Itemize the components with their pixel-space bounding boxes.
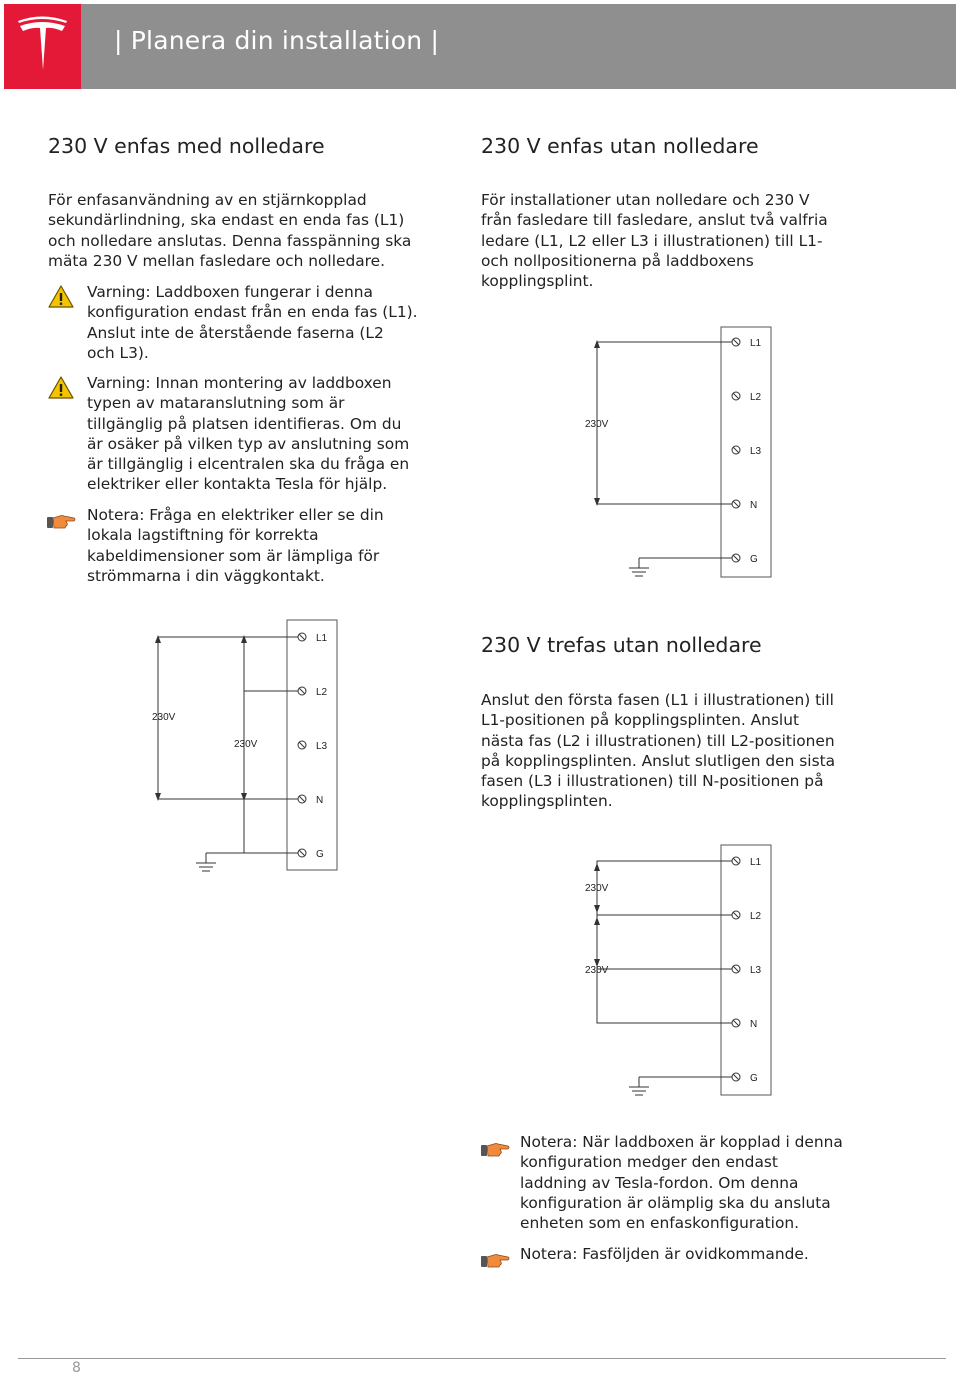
terminal-l1 bbox=[298, 633, 328, 644]
text-line: Anslut inte de återstående faserna (L2 bbox=[87, 323, 384, 342]
text-line: på kopplingsplinten. Anslut slutligen den sista bbox=[481, 751, 836, 770]
pointing-hand-icon bbox=[46, 512, 76, 532]
text-line: är tillgänglig i elcentralen ska du fråga en bbox=[87, 455, 410, 474]
ground-symbol bbox=[629, 1077, 732, 1095]
warning-supply-type bbox=[87, 373, 409, 495]
text-line: Notera: När laddboxen är kopplad i denna bbox=[520, 1133, 843, 1151]
section-heading-enfas-med-nolledare: 230 V enfas med nolledare bbox=[48, 134, 325, 158]
svg-text:L3: L3 bbox=[750, 446, 762, 457]
text-line: sekundärlindning, ska endast en enda fas (L1) bbox=[48, 211, 405, 230]
svg-text:G: G bbox=[750, 1073, 758, 1084]
text-line: konfiguration är olämplig ska du ansluta bbox=[520, 1193, 831, 1212]
text-line: nästa fas (L2 i illustrationen) till L2-positionen bbox=[481, 731, 835, 750]
text-line: kopplingsplinten. bbox=[481, 792, 613, 811]
terminal-block bbox=[287, 620, 337, 870]
wire-l1-n bbox=[158, 637, 298, 799]
text-line: Anslut den första fasen (L1 i illustrationen) till bbox=[481, 691, 834, 709]
text-line: och nolledare anslutas. Denna fasspänning ska bbox=[48, 231, 412, 250]
voltage-label: 230V bbox=[234, 739, 258, 750]
terminal-l2 bbox=[732, 911, 762, 922]
wiring-diagram-single-phase-no-neutral bbox=[575, 322, 785, 587]
text-line: laddning av Tesla-fordon. Om denna bbox=[520, 1173, 799, 1192]
svg-text:L1: L1 bbox=[316, 633, 328, 644]
pointing-hand-icon bbox=[480, 1251, 510, 1271]
ground-symbol bbox=[629, 558, 732, 576]
text-line: typen av mataranslutning som är bbox=[87, 394, 345, 413]
text-line: enheten som en enfaskonfiguration. bbox=[520, 1214, 800, 1233]
text-line: L1-positionen på kopplingsplinten. Anslut bbox=[481, 711, 799, 730]
page-number: 8 bbox=[72, 1360, 81, 1376]
text-line: strömmarna i din väggkontakt. bbox=[87, 566, 325, 585]
text-line: lokala lagstiftning för korrekta bbox=[87, 526, 319, 545]
terminal-l2 bbox=[732, 392, 762, 403]
section-heading-enfas-utan-nolledare: 230 V enfas utan nolledare bbox=[481, 134, 759, 158]
terminal-l3 bbox=[732, 965, 762, 976]
note-phase-order bbox=[520, 1244, 809, 1264]
svg-text:L1: L1 bbox=[750, 857, 762, 868]
text-line: elektriker eller kontakta Tesla för hjälp. bbox=[87, 475, 388, 494]
svg-text:G: G bbox=[750, 554, 758, 565]
text-line: ledare (L1, L2 eller L3 i illustrationen) till L1- bbox=[481, 231, 823, 250]
text-line: tillgänglig på platsen identifieras. Om du bbox=[87, 414, 402, 433]
warning-single-phase bbox=[87, 282, 418, 363]
text-line: från fasledare till fasledare, anslut två valfria bbox=[481, 211, 828, 230]
svg-text:N: N bbox=[750, 1019, 758, 1030]
ground-symbol bbox=[196, 853, 298, 871]
intro-paragraph bbox=[48, 190, 411, 271]
text-line: Varning: Innan montering av laddboxen bbox=[87, 374, 392, 392]
terminal-g bbox=[732, 1073, 758, 1084]
footer-divider bbox=[18, 1358, 946, 1359]
svg-text:G: G bbox=[316, 849, 324, 860]
svg-text:L2: L2 bbox=[750, 392, 762, 403]
note-cable-dimensions bbox=[87, 505, 384, 586]
pointing-hand-icon bbox=[480, 1140, 510, 1160]
voltage-label: 230V bbox=[152, 712, 176, 723]
terminal-block bbox=[721, 845, 771, 1095]
terminal-g bbox=[298, 849, 324, 860]
svg-text:N: N bbox=[316, 795, 324, 806]
text-line: och nollpositionerna på laddboxens bbox=[481, 251, 754, 270]
tesla-logo-icon bbox=[4, 4, 81, 89]
warning-triangle-icon bbox=[48, 376, 74, 400]
paragraph-single-phase-no-neutral bbox=[481, 190, 828, 291]
text-line: Varning: Laddboxen fungerar i denna bbox=[87, 283, 373, 301]
wiring-diagram-three-phase-no-neutral bbox=[575, 840, 785, 1105]
terminal-n bbox=[732, 1019, 757, 1030]
tesla-logo bbox=[4, 4, 81, 89]
terminal-n bbox=[732, 500, 757, 511]
svg-text:L3: L3 bbox=[316, 741, 328, 752]
warning-triangle-icon bbox=[48, 285, 74, 309]
voltage-label: 230V bbox=[585, 965, 609, 976]
text-line: För installationer utan nolledare och 230 V bbox=[481, 191, 810, 209]
terminal-n bbox=[298, 795, 323, 806]
terminal-block bbox=[721, 327, 771, 577]
text-line: och L3). bbox=[87, 343, 149, 362]
terminal-g bbox=[732, 554, 758, 565]
terminal-l1 bbox=[732, 338, 762, 349]
wiring-diagram-single-phase-with-neutral bbox=[140, 615, 350, 880]
text-line: är osäker på vilken typ av anslutning som bbox=[87, 434, 410, 453]
svg-text:N: N bbox=[750, 500, 758, 511]
svg-text:L2: L2 bbox=[750, 911, 762, 922]
terminal-l2 bbox=[298, 687, 328, 698]
text-line: Notera: Fasföljden är ovidkommande. bbox=[520, 1245, 809, 1263]
voltage-label: 230V bbox=[585, 883, 609, 894]
wire-n-g bbox=[244, 691, 298, 853]
text-line: mäta 230 V mellan fasledare och nolledare. bbox=[48, 251, 385, 270]
svg-text:L2: L2 bbox=[316, 687, 328, 698]
wire-l1-n bbox=[597, 342, 732, 504]
page-title: | Planera din installation | bbox=[114, 26, 440, 55]
text-line: kabeldimensioner som är lämpliga för bbox=[87, 546, 380, 565]
page-header bbox=[4, 4, 956, 89]
terminal-l3 bbox=[732, 446, 762, 457]
text-line: För enfasanvändning av en stjärnkopplad bbox=[48, 191, 367, 209]
text-line: konfiguration endast från en enda fas (L1). bbox=[87, 303, 418, 322]
note-tesla-vehicles-only bbox=[520, 1132, 843, 1233]
text-line: Notera: Fråga en elektriker eller se din bbox=[87, 506, 384, 524]
voltage-label: 230V bbox=[585, 419, 609, 430]
text-line: kopplingsplint. bbox=[481, 272, 594, 291]
terminal-l3 bbox=[298, 741, 328, 752]
text-line: konfiguration medger den endast bbox=[520, 1153, 778, 1172]
terminal-l1 bbox=[732, 857, 762, 868]
svg-text:L3: L3 bbox=[750, 965, 762, 976]
text-line: fasen (L3 i illustrationen) till N-positionen på bbox=[481, 772, 824, 791]
section-heading-trefas-utan-nolledare: 230 V trefas utan nolledare bbox=[481, 633, 762, 657]
wire-frame bbox=[597, 861, 732, 1023]
paragraph-three-phase-no-neutral bbox=[481, 690, 835, 812]
svg-text:L1: L1 bbox=[750, 338, 762, 349]
